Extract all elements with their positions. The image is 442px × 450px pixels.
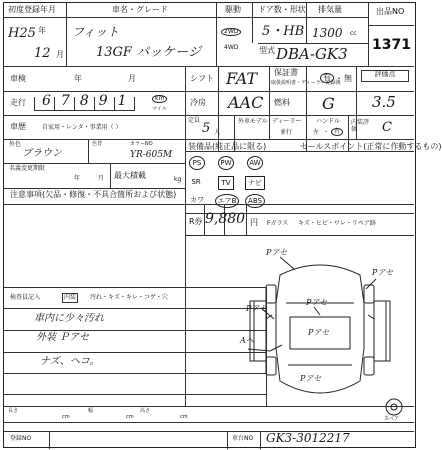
- equip-airbag: エアB: [215, 194, 239, 208]
- reg-year-unit: 年: [38, 26, 46, 35]
- capacity-label: 定員: [188, 117, 201, 124]
- warranty-label: 保証書: [274, 68, 298, 77]
- height-unit: cm: [180, 414, 188, 420]
- diagram-mark-rear: Pアセ: [300, 374, 322, 383]
- shift-value: FAT: [226, 69, 258, 88]
- inspection-label: 車検: [10, 74, 26, 83]
- parallel-label: 並行: [280, 129, 293, 136]
- recycle-label: R券: [189, 217, 203, 226]
- mileage-label: 走行: [10, 98, 26, 107]
- length-label: 長さ: [8, 408, 19, 414]
- history-options: 自家用・レンタ・事業用（ ）: [42, 124, 122, 131]
- reg-month: 12: [34, 46, 51, 61]
- selling-points-label: セールスポイント(正常に作動するもの): [300, 142, 442, 151]
- color-change-label: 色替: [92, 141, 103, 147]
- warranty-sub: 取扱説明書・ディーラー記録簿: [271, 80, 341, 86]
- load-label: 最大積載: [114, 171, 146, 180]
- handle-left: 左: [313, 129, 320, 136]
- history-label: 車歴: [10, 122, 26, 131]
- displacement-value: 1300: [312, 26, 343, 40]
- width-label: 幅: [88, 408, 94, 414]
- dealer-label: ディーラー: [272, 118, 302, 125]
- mileage-value: 67891: [42, 93, 137, 109]
- name-grade-label: 車名・グレード: [112, 5, 168, 14]
- reg-month-unit: 月: [56, 50, 64, 59]
- equip-navi: ナビ: [245, 176, 265, 190]
- fuel-value: G: [322, 94, 335, 113]
- ac-value: AAC: [228, 93, 264, 112]
- fuel-label: 燃料: [274, 98, 290, 107]
- glass-options: キズ・ヒビ・ワレ・リペア跡: [298, 220, 376, 227]
- notes-label: 注意事項(欠品・修復・不具合箇所および状態): [10, 190, 177, 199]
- model-label: 型式: [259, 46, 275, 55]
- inspection-year-unit: 年: [74, 74, 82, 83]
- handle-right: 右: [331, 128, 343, 136]
- score-label: 評価点: [361, 70, 409, 82]
- mileage-unit-mile: マイル: [152, 106, 167, 112]
- color-no-label: カラーNO: [130, 141, 153, 147]
- height-label: 高さ: [140, 408, 151, 414]
- score-value: 3.5: [372, 93, 396, 111]
- color-label: 外色: [9, 141, 22, 148]
- warranty-have: 有: [320, 73, 334, 83]
- reg-no-label: 登録NO: [10, 435, 32, 442]
- auction-sheet: 初度登録年月 車名・グレード 駆動 ドア数・形状 排気量 出品NO 1371 H25 年 12 月 フィット 13GF パッケージ 2WD 4WD 5・HB 1300 cc 型式 DBA-GK3 車検 年 月 シフト FAT 保証書 取扱説明書・ディーラー記録簿 有 ・ 無 評価点 3.5 走行 67891 km マイル 冷房 AAC 燃料 G 車歴 自家用・レンタ・事業用（ ） 定員 5 人 外車モデル ディーラー 並行 ハンドル 左 ・ 右 内装評価 C 外色 ブラウン 色替 カラーNO YR-605M 名義変更期限 年 月 最大積載 kg 装備品(純正品に限る) セールスポイント(正常に作動するもの) PS PW AW SR TV ナビ カワ エアB ABS 注意事項(欠品・修復・不具合箇所および状態) R券 9,880 円 Fガラス キズ・ヒビ・ワレ・リペア跡 検査員記入 内装 汚れ・キズ・キレ・コゲ・穴 車内に少々汚れ 外装 Ｐアセ ナズ、ヘコ。 Pアセ Pアセ Pアセ Pアセ Pアセ Aヘ Pアセ スペア 長さ cm 幅 cm 高さ cm 登録NO 車台NO GK3-3012217: [3, 2, 416, 448]
- equip-label: 装備品(純正品に限る): [188, 142, 267, 151]
- interior-value: C: [382, 120, 392, 135]
- vehicle-diagram: [4, 3, 417, 449]
- door-shape-label: ドア数・形状: [258, 5, 306, 14]
- cc-unit: cc: [350, 30, 357, 37]
- length-unit: cm: [62, 414, 70, 420]
- reg-era-year: H25: [8, 26, 36, 41]
- car-name: フィット: [72, 25, 120, 39]
- change-name-label: 名義変更期限: [9, 165, 46, 172]
- inspector-options: 汚れ・キズ・キレ・コゲ・穴: [90, 294, 168, 301]
- model-code: DBA-GK3: [276, 45, 348, 63]
- glass-label: Fガラス: [267, 220, 289, 227]
- exterior-model-label: 外車モデル: [238, 118, 268, 125]
- color-value: ブラウン: [22, 148, 62, 159]
- diagram-mark-a: Aヘ: [240, 336, 254, 345]
- inspector-note-1: 車内に少々汚れ: [34, 313, 104, 324]
- chassis-value: GK3-3012217: [266, 431, 350, 445]
- first-registration-label: 初度登録年月: [8, 5, 56, 14]
- color-no-value: YR-605M: [130, 150, 173, 160]
- drive-2wd: 2WD: [221, 28, 241, 36]
- equip-pw: PW: [218, 156, 234, 170]
- change-name-month-unit: 月: [98, 175, 105, 182]
- recycle-value: 9,880: [205, 211, 246, 227]
- capacity-value: 5: [202, 121, 211, 136]
- diagram-mark-right: Pアセ: [372, 268, 394, 277]
- lot-label: 出品NO: [376, 7, 405, 16]
- diagram-mark-hood: Pアセ: [306, 298, 328, 307]
- inspector-category: 内装: [64, 294, 77, 301]
- equip-tv: TV: [218, 176, 234, 190]
- door-shape-value: 5・HB: [262, 24, 305, 39]
- grade: 13GF パッケージ: [96, 45, 201, 60]
- inspector-note-2: 外装 Ｐアセ: [36, 332, 90, 343]
- inspection-month-unit: 月: [128, 74, 136, 83]
- ac-label: 冷房: [190, 98, 206, 107]
- inspector-note-3: ナズ、ヘコ。: [40, 356, 100, 367]
- handle-label: ハンドル: [316, 118, 341, 125]
- equip-leather: カワ: [190, 196, 204, 204]
- drive-4wd: 4WD: [224, 44, 239, 51]
- diagram-mark-front: Pアセ: [266, 248, 288, 257]
- diagram-mark-left: Pアセ: [246, 304, 268, 313]
- displacement-label: 排気量: [318, 5, 342, 14]
- equip-abs: ABS: [245, 194, 265, 208]
- equip-aw: AW: [247, 156, 263, 170]
- chassis-label: 車台NO: [232, 435, 254, 442]
- warranty-none: 無: [344, 74, 352, 83]
- capacity-unit: 人: [214, 129, 221, 136]
- inspector-label: 検査員記入: [10, 294, 41, 301]
- width-unit: cm: [126, 414, 134, 420]
- diagram-mark-roof: Pアセ: [308, 328, 330, 337]
- load-unit: kg: [174, 176, 182, 183]
- equip-ps: PS: [189, 156, 205, 170]
- change-name-year-unit: 年: [74, 175, 81, 182]
- equip-sr: SR: [191, 178, 201, 186]
- recycle-unit: 円: [250, 218, 258, 227]
- interior-label: 内装評価: [351, 119, 370, 133]
- drive-label: 駆動: [225, 5, 241, 14]
- mileage-unit-km: km: [152, 95, 167, 103]
- shift-label: シフト: [190, 74, 214, 83]
- spare-label: スペア: [384, 416, 400, 422]
- lot-number: 1371: [372, 37, 411, 53]
